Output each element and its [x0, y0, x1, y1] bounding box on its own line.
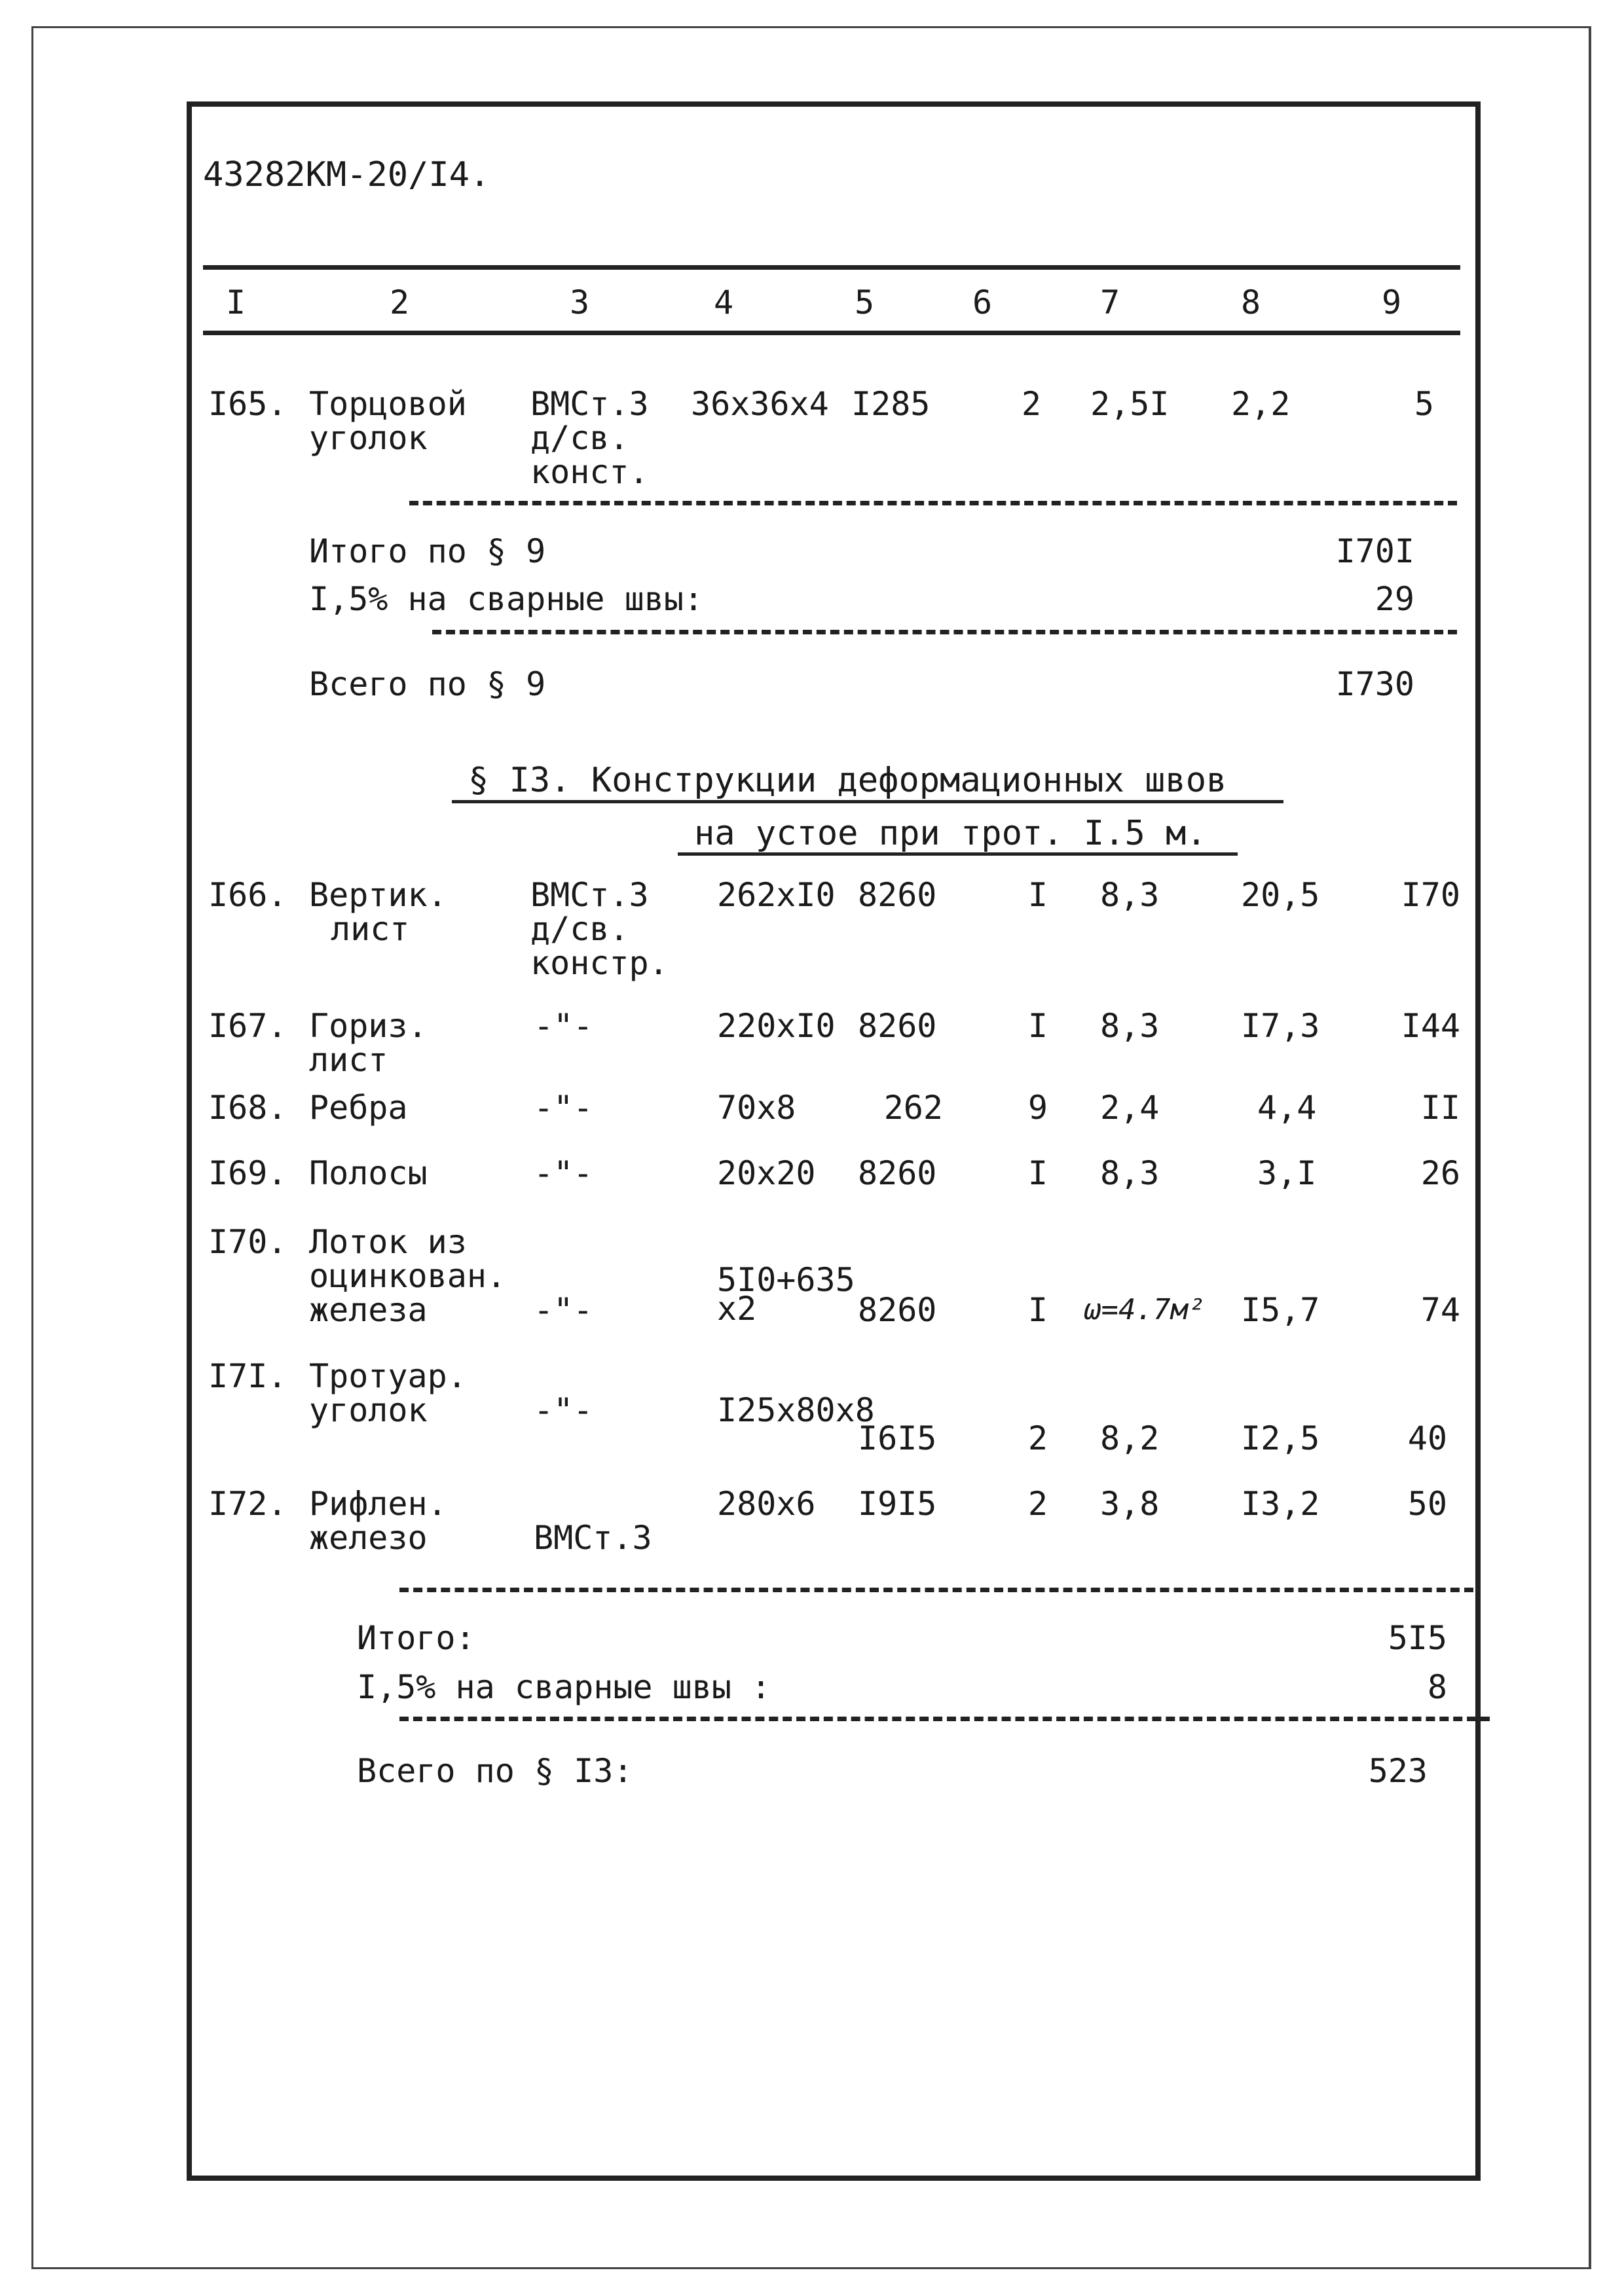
quantity: I [1027, 1291, 1048, 1329]
header-top-line [203, 265, 1460, 270]
item-name: лист [331, 910, 410, 948]
weight-col8: 3,I [1257, 1154, 1317, 1192]
material: констр. [530, 944, 669, 982]
welds-label: I,5% на сварные швы: [309, 580, 704, 618]
weight-col9: 74 [1420, 1291, 1460, 1329]
unit-weight: 8,3 [1100, 1007, 1160, 1045]
length: 8260 [858, 1007, 937, 1045]
material: -"- [534, 1089, 593, 1127]
col-header-9: 9 [1381, 283, 1402, 321]
weight-col9: II [1420, 1089, 1460, 1127]
item-name: Лоток из [309, 1223, 467, 1261]
row-number: I68. [208, 1089, 287, 1127]
row-number: I70. [208, 1223, 287, 1261]
welds-label: I,5% на сварные швы : [357, 1668, 771, 1706]
row-number: I67. [208, 1007, 287, 1045]
weight-col8: I2,5 [1241, 1419, 1320, 1457]
unit-weight: 8,2 [1100, 1419, 1160, 1457]
item-name: уголок [309, 1391, 428, 1429]
quantity: 2 [1027, 1419, 1048, 1457]
weight-col9: 5 [1414, 385, 1434, 423]
weight-col9: 40 [1407, 1419, 1447, 1457]
material: конст. [530, 453, 649, 491]
section-title: § I3. Конструкции деформационных швов [468, 761, 1227, 800]
item-name: Тротуар. [309, 1357, 467, 1395]
row-number: I72. [208, 1485, 287, 1523]
material: д/св. [530, 910, 629, 948]
quantity: I [1027, 876, 1048, 914]
profile-size: х2 [717, 1290, 757, 1328]
material: ВМСт.3 [530, 385, 649, 423]
col-header-3: 3 [569, 283, 590, 321]
dashed-divider [399, 1717, 1490, 1721]
total-label: Всего по § 9 [309, 665, 546, 703]
profile-size: 262хI0 [717, 876, 836, 914]
welds-value: 8 [1427, 1668, 1447, 1706]
subtotal-value: I70I [1335, 532, 1414, 570]
section-subtitle: на устое при трот. I.5 м. [694, 814, 1207, 853]
material: -"- [534, 1154, 593, 1192]
weight-col8: I7,3 [1241, 1007, 1320, 1045]
row-number: I69. [208, 1154, 287, 1192]
total-value: I730 [1335, 665, 1414, 703]
weight-col8: 4,4 [1257, 1089, 1317, 1127]
unit-weight: 8,3 [1100, 1154, 1160, 1192]
col-header-8: 8 [1240, 283, 1261, 321]
material: -"- [534, 1291, 593, 1329]
col-header-5: 5 [854, 283, 875, 321]
length: 8260 [858, 876, 937, 914]
section-subtitle-underline [678, 852, 1238, 856]
length: I285 [851, 385, 931, 423]
unit-weight: 3,8 [1100, 1485, 1160, 1523]
material: -"- [534, 1007, 593, 1045]
profile-size: 36х36х4 [691, 385, 829, 423]
row-number: I66. [208, 876, 287, 914]
item-name: Рифлен. [309, 1485, 447, 1523]
weight-col8: 2,2 [1231, 385, 1291, 423]
profile-size: 220хI0 [717, 1007, 836, 1045]
row-number: I65. [208, 385, 287, 423]
quantity: I [1027, 1007, 1048, 1045]
item-name: Торцовой [309, 385, 467, 423]
col-header-7: 7 [1099, 283, 1120, 321]
subtotal-label: Итого по § 9 [309, 532, 546, 570]
dashed-divider [399, 1588, 1473, 1592]
row-number: I7I. [208, 1357, 287, 1395]
dashed-divider [432, 630, 1457, 634]
item-name: Ребра [309, 1089, 408, 1127]
length: 262 [883, 1089, 943, 1127]
unit-weight: 8,3 [1100, 876, 1160, 914]
weight-col9: I44 [1401, 1007, 1460, 1045]
weight-col8: I3,2 [1241, 1485, 1320, 1523]
weight-col9: 26 [1420, 1154, 1460, 1192]
item-name: Полосы [309, 1154, 428, 1192]
item-name: железа [309, 1291, 428, 1329]
material: ВМСт.3 [534, 1519, 652, 1557]
weight-col9: 50 [1407, 1485, 1447, 1523]
profile-size: I25х80х8 [717, 1391, 875, 1429]
dashed-divider [409, 501, 1457, 505]
total-label: Всего по § I3: [357, 1752, 633, 1790]
document-code: 43282КМ-20/I4. [203, 155, 490, 194]
col-header-6: 6 [972, 283, 993, 321]
item-name: оцинкован. [309, 1257, 507, 1295]
quantity: 2 [1027, 1485, 1048, 1523]
header-bottom-line [203, 331, 1460, 335]
profile-size: 5I0+635 [717, 1261, 855, 1299]
unit-weight: 2,4 [1100, 1089, 1160, 1127]
profile-size: 20х20 [717, 1154, 816, 1192]
weight-col8: I5,7 [1241, 1291, 1320, 1329]
weight-col9: I70 [1401, 876, 1460, 914]
item-name: Вертик. [309, 876, 447, 914]
length: 8260 [858, 1291, 937, 1329]
quantity: 2 [1021, 385, 1041, 423]
material: д/св. [530, 419, 629, 457]
material: ВМСт.3 [530, 876, 649, 914]
item-name: уголок [309, 419, 428, 457]
quantity: 9 [1027, 1089, 1048, 1127]
profile-size: 70х8 [717, 1089, 796, 1127]
material: -"- [534, 1391, 593, 1429]
item-name: Гориз. [309, 1007, 428, 1045]
welds-value: 29 [1375, 580, 1414, 618]
length: I9I5 [858, 1485, 937, 1523]
total-value: 523 [1368, 1752, 1428, 1790]
col-header-4: 4 [713, 283, 734, 321]
length: 8260 [858, 1154, 937, 1192]
subtotal-label: Итого: [357, 1619, 475, 1657]
item-name: железо [309, 1519, 428, 1557]
unit-weight: 2,5I [1090, 385, 1170, 423]
quantity: I [1027, 1154, 1048, 1192]
col-header-1: I [225, 283, 246, 321]
item-name: лист [309, 1041, 388, 1079]
col-header-2: 2 [389, 283, 410, 321]
length: I6I5 [858, 1419, 937, 1457]
unit-weight: ω=4.7м² [1084, 1293, 1206, 1326]
weight-col8: 20,5 [1241, 876, 1320, 914]
profile-size: 280х6 [717, 1485, 816, 1523]
subtotal-value: 5I5 [1388, 1619, 1447, 1657]
section-title-underline [452, 800, 1283, 803]
